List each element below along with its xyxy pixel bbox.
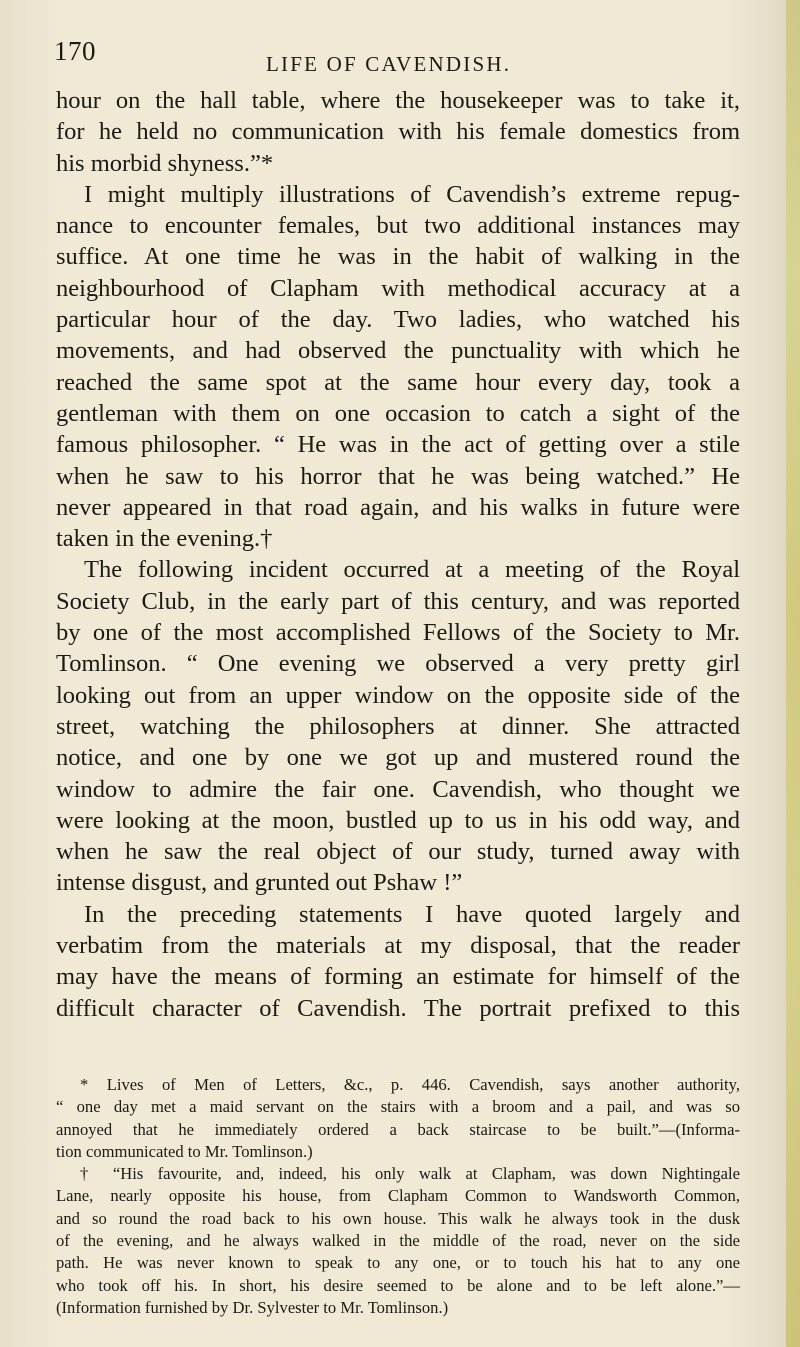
text-line: nance to encounter females, but two additional instances may [56,212,740,240]
text-line: looking out from an upper window on the opposite side of the [56,681,740,709]
footnote-line: * Lives of Men of Letters, &c., p. 446. Cavendish, says another authority, [80,1075,740,1094]
text-line: reached the same spot at the same hour every day, took a [56,368,740,396]
text-line: Society Club, in the early part of this century, and was reported [56,587,740,615]
text-line: never appeared in that road again, and his walks in future were [56,493,740,521]
text-line: In the preceding statements I have quoted largely and [84,900,740,928]
page-edge [786,0,800,1347]
text-line: gentleman with them on one occasion to catch a sight of the [56,399,740,427]
page-number: 170 [54,36,96,66]
footnote-line: and so round the road back to his own house. This walk he always took in the dusk [56,1208,740,1228]
footnote-line: (Information furnished by Dr. Sylvester to Mr. Tomlinson.) [56,1297,449,1317]
text-line: The following incident occurred at a meeting of the Royal [84,556,740,584]
text-line: difficult character of Cavendish. The portrait prefixed to this [56,994,740,1022]
text-line: street, watching the philosophers at dinner. She attracted [56,712,740,740]
text-line: his morbid shyness.”* [56,149,274,177]
footnote-line: annoyed that he immediately ordered a back staircase to be built.”—(Informa- [56,1119,740,1139]
footnote-line: path. He was never known to speak to any one, or to touch his hat to any one [56,1253,740,1273]
footnote-line: of the evening, and he always walked in the middle of the road, never on the side [56,1231,740,1251]
footnote-line: “ one day met a maid servant on the stairs with a broom and a pail, and was so [56,1097,740,1117]
text-line: intense disgust, and grunted out Pshaw !” [56,869,463,897]
text-line: taken in the evening.† [56,525,273,553]
text-line: were looking at the moon, bustled up to us in his odd way, and [56,806,740,834]
text-line: when he saw the real object of our study, turned away with [56,838,740,866]
text-line: I might multiply illustrations of Cavendish’s extreme repug- [84,180,740,208]
footnote-line: tion communicated to Mr. Tomlinson.) [56,1141,313,1161]
text-line: notice, and one by one we got up and mustered round the [56,744,740,772]
text-line: hour on the hall table, where the housekeeper was to take it, [56,87,740,114]
text-line: verbatim from the materials at my disposal, that the reader [56,932,740,960]
text-line: particular hour of the day. Two ladies, who watched his [56,306,740,334]
text-line: suffice. At one time he was in the habit of walking in the [56,243,740,271]
text-line: window to admire the fair one. Cavendish, who thought we [56,775,740,803]
footnote-line: who took off his. In short, his desire seemed to be alone and to be left alone.”— [56,1275,740,1295]
footnote-line: † “His favourite, and, indeed, his only walk at Clapham, was down Nightingale [80,1164,740,1184]
body-text [56,85,740,1024]
text-line: neighbourhood of Clapham with methodical accuracy at a [56,274,740,302]
text-line: movements, and had observed the punctuality with which he [56,337,740,365]
text-line: by one of the most accomplished Fellows of the Society to Mr. [56,619,740,647]
text-line: may have the means of forming an estimate for himself of the [56,963,740,991]
running-head: LIFE OF CAVENDISH. [266,52,512,76]
footnote-line: Lane, nearly opposite his house, from Clapham Common to Wandsworth Common, [56,1186,740,1206]
text-line: famous philosopher. “ He was in the act of getting over a stile [56,431,740,459]
text-line: when he saw to his horror that he was being watched.” He [56,462,740,490]
footnotes [56,1074,740,1319]
text-line: Tomlinson. “ One evening we observed a very pretty girl [56,650,740,678]
text-line: for he held no communication with his female domestics from [56,118,740,146]
